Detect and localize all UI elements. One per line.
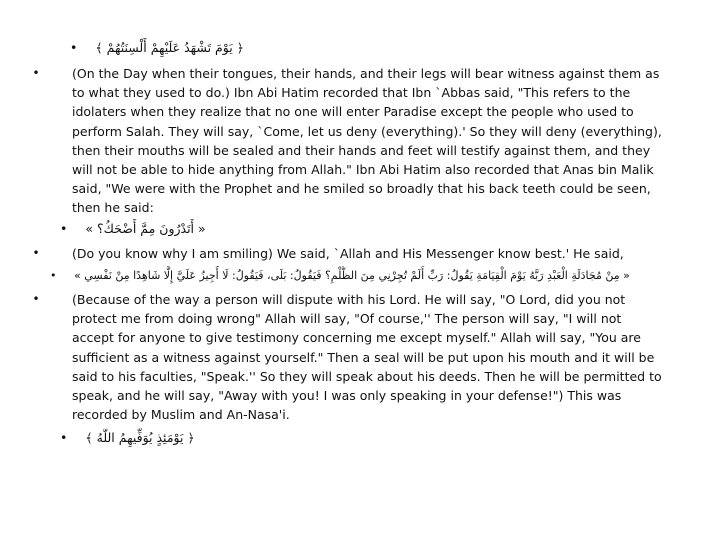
paragraph-line: idolaters when they realize that no one will enter Paradise except the people who used to xyxy=(72,104,634,120)
paragraph-line: to what they used to do.) Ibn Abi Hatim recorded that Ibn `Abbas said, "This refers to the xyxy=(72,85,631,101)
english-paragraph-2-text xyxy=(72,244,682,263)
arabic-verse-1-text: ﴿ يَوْمَ تَشْهَدُ عَلَيْهِمْ أَلْسِنَتُهُمْ ﴾ xyxy=(95,40,245,55)
arabic-hadith-2-line xyxy=(30,266,690,285)
english-paragraph-1-text xyxy=(72,64,682,218)
arabic-verse-2 xyxy=(30,428,690,448)
paragraph-line: (Do you know why I am smiling) We said, `Allah and His Messenger know best.' He said, xyxy=(72,246,624,261)
english-paragraph-2-bullet: • xyxy=(32,246,40,260)
english-paragraph-3-text xyxy=(72,290,682,424)
arabic-hadith-1 xyxy=(30,219,690,239)
english-paragraph-3-bullet: • xyxy=(32,292,40,306)
arabic-hadith-2-bullet: • xyxy=(50,269,57,282)
paragraph-line: sufficient as a witness against yourself." Then a seal will be put upon his mouth and it will be xyxy=(72,349,655,365)
paragraph-line: said, "We were with the Prophet and he smiled so broadly that his back teeth could be seen, xyxy=(72,181,651,197)
paragraph-line: said to his faculties, "Speak.'' So they will speak about his deeds. Then he will be permitted to xyxy=(72,368,662,384)
paragraph-line: recorded by Muslim and An-Nasa'i. xyxy=(72,407,290,423)
paragraph-line: then their mouths will be sealed and their hands and feet will testify against them, and they xyxy=(72,142,651,158)
paragraph-line: perform Salah. They will say, `Come, let us deny (everything).' So they will deny (everything), xyxy=(72,123,662,139)
arabic-verse-2-text: ﴿ يَوْمَئِذٍ يُوَفِّيهِمُ اللَّهُ ﴾ xyxy=(85,430,195,445)
paragraph-line: (Because of the way a person will dispute with his Lord. He will say, "O Lord, did you not xyxy=(72,292,626,307)
paragraph-line: will not be able to hide anything from Allah." Ibn Abi Hatim also recorded that Anas bin Malik xyxy=(72,162,654,178)
arabic-hadith-1-text: « أَتَدْرُونَ مِمَّ أَضْحَكُ؟ » xyxy=(85,221,206,236)
english-paragraph-1-bullet: • xyxy=(32,66,40,80)
arabic-verse-2-line xyxy=(30,428,690,447)
arabic-verse-1-line xyxy=(30,38,690,57)
arabic-hadith-2 xyxy=(30,266,690,286)
paragraph-line: accept for anyone to give testimony concerning me except myself." Allah will say, "You are xyxy=(72,330,641,346)
paragraph-line: (On the Day when their tongues, their hands, and their legs will bear witness against them as xyxy=(72,66,660,81)
arabic-verse-1 xyxy=(30,38,690,58)
arabic-hadith-1-line xyxy=(30,219,690,238)
arabic-verse-1-bullet: • xyxy=(70,40,78,55)
paragraph-line: speak, and he will say, "Away with you! I was only speaking in your defense!") This was xyxy=(72,388,622,404)
arabic-hadith-1-bullet: • xyxy=(60,221,68,236)
paragraph-line: then he said: xyxy=(72,200,154,216)
paragraph-line: protect me from doing wrong" Allah will say, "Of course,'' The person will say, "I will not xyxy=(72,311,622,327)
arabic-verse-2-bullet: • xyxy=(60,430,68,445)
arabic-hadith-2-text: « مِنْ مُجَادَلَةِ الْعَبْدِ رَبَّهُ يَوْمَ الْقِيَامَةِ يَقُولُ: رَبِّ أَلَمْ تُجِرْنِي مِنَ الظُّلْمِ؟ فَيَقُولُ: بَلَى، فَيَقُولُ: لَا أُجِيزُ عَلَيَّ إِلَّا شَاهِدًا مِنْ نَفْسِي » xyxy=(74,269,630,282)
